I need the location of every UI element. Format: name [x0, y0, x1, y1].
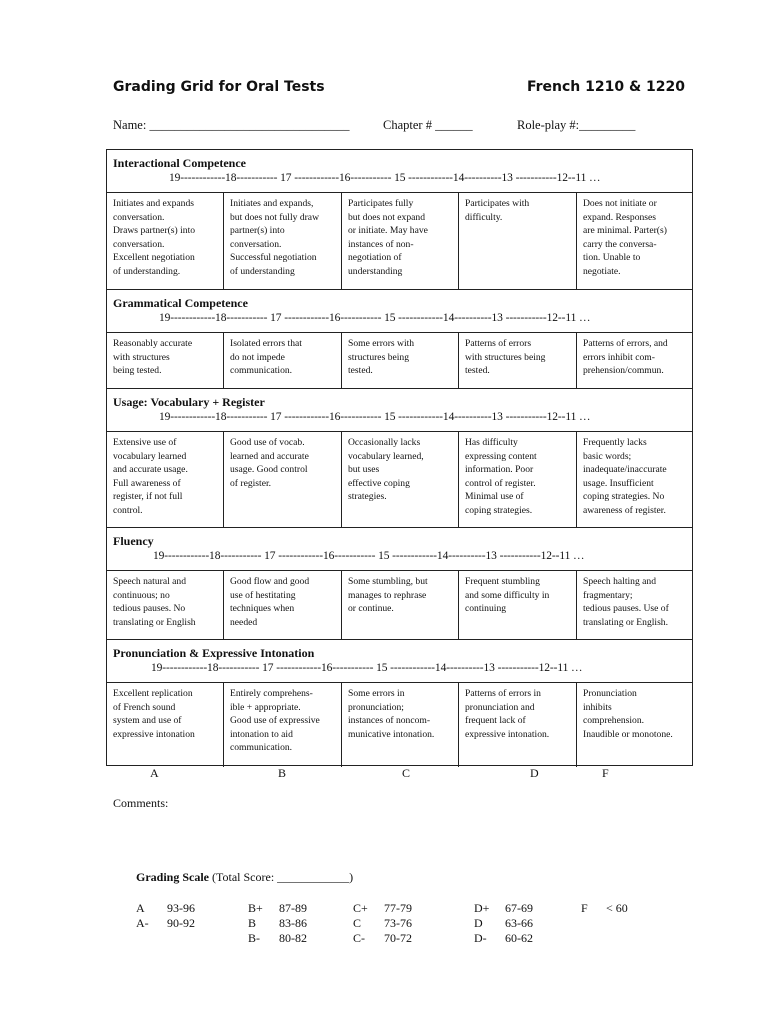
descriptor-line: Some errors in — [348, 688, 405, 699]
grade-letter: D — [530, 766, 539, 780]
descriptor-cell — [459, 432, 577, 527]
descriptor-line: continuing — [465, 603, 507, 615]
descriptor-line: inhibits — [583, 701, 612, 713]
course-title: French 1210 & 1220 — [526, 79, 685, 95]
grade-label: D — [474, 916, 483, 930]
descriptor-cell — [577, 571, 694, 639]
grade-label: D+ — [474, 901, 490, 915]
descriptor-row — [107, 192, 692, 289]
descriptor-line: ible + appropriate. — [230, 701, 301, 713]
descriptor-line: errors inhibit com- — [583, 351, 655, 363]
descriptor-line: conversation. — [113, 238, 165, 250]
descriptor-line: Extensive use of — [113, 437, 177, 448]
descriptor-line: Entirely comprehens- — [230, 688, 313, 699]
descriptor-line: instances of noncom- — [348, 715, 431, 727]
grade-letter: F — [602, 766, 609, 780]
grade-label: C- — [353, 931, 365, 945]
grade-label: C — [353, 916, 362, 930]
grading-grid — [106, 149, 693, 766]
descriptor-line: tedious pauses. Use of — [583, 603, 669, 615]
descriptor-line: instances of non- — [348, 238, 414, 250]
descriptor-line: Good use of expressive — [230, 715, 320, 727]
grid-section — [107, 640, 692, 767]
descriptor-cell — [107, 571, 224, 639]
grade-range: 60-62 — [505, 931, 533, 945]
grade-range: 73-76 — [384, 916, 412, 930]
descriptor-line: Has difficulty — [465, 437, 518, 448]
descriptor-line: Initiates and expands, — [230, 198, 314, 209]
descriptor-line: coping strategies. No — [583, 491, 665, 503]
descriptor-line: Pronunciation — [583, 688, 637, 699]
descriptor-line: basic words; — [583, 450, 632, 462]
descriptor-line: Participates fully — [348, 198, 414, 209]
descriptor-line: expressive intonation. — [465, 728, 550, 740]
descriptor-line: structures being — [348, 351, 410, 363]
descriptor-line: Good flow and good — [230, 576, 310, 587]
descriptor-line: municative intonation. — [348, 728, 435, 740]
descriptor-line: do not impede — [230, 351, 285, 363]
descriptor-line: and some difficulty in — [465, 589, 550, 601]
grade-range: 63-66 — [505, 916, 533, 930]
name-field: Name: ________________________________ — [113, 118, 350, 132]
descriptor-cell — [577, 683, 694, 767]
grade-range: 77-79 — [384, 901, 412, 915]
descriptor-line: pronunciation; — [348, 701, 404, 713]
score-scale: 19------------18----------- 17 ------------16----------- 15 ------------14----------13 -----------12--11 … — [153, 550, 585, 562]
descriptor-line: frequent lack of — [465, 715, 526, 727]
header — [113, 79, 685, 99]
descriptor-line: Patterns of errors — [465, 338, 532, 349]
descriptor-line: or initiate. May have — [348, 225, 428, 237]
descriptor-line: of French sound — [113, 701, 176, 713]
descriptor-line: manages to rephrase — [348, 589, 427, 601]
descriptor-line: negotiate. — [583, 265, 621, 277]
grade-label: A- — [136, 916, 149, 930]
descriptor-cell — [577, 193, 694, 289]
descriptor-line: expand. Responses — [583, 211, 657, 223]
descriptor-line: Frequently lacks — [583, 437, 647, 448]
descriptor-line: comprehension. — [583, 715, 645, 727]
descriptor-cell — [459, 193, 577, 289]
descriptor-line: Minimal use of — [465, 491, 524, 503]
descriptor-line: Reasonably accurate — [113, 338, 193, 349]
descriptor-line: use of hestitating — [230, 589, 296, 601]
grade-range: 80-82 — [279, 931, 307, 945]
descriptor-line: Frequent stumbling — [465, 576, 540, 587]
descriptor-line: learned and accurate — [230, 450, 309, 462]
descriptor-line: but does not expand — [348, 211, 426, 223]
descriptor-line: techniques when — [230, 603, 295, 615]
grade-range: < 60 — [606, 901, 628, 915]
descriptor-line: Full awareness of — [113, 477, 181, 489]
chapter-field: Chapter # ______ — [383, 118, 473, 132]
section-title: Interactional Competence — [113, 156, 246, 170]
descriptor-row — [107, 682, 692, 767]
descriptor-cell — [342, 571, 459, 639]
descriptor-line: Excellent negotiation — [113, 252, 195, 264]
descriptor-line: continuous; no — [113, 589, 170, 601]
descriptor-cell — [342, 432, 459, 527]
grid-section — [107, 290, 692, 389]
descriptor-cell — [107, 683, 224, 767]
descriptor-line: Excellent replication — [113, 688, 193, 699]
descriptor-line: Occasionally lacks — [348, 437, 421, 448]
grade-label: B- — [248, 931, 260, 945]
descriptor-line: communication. — [230, 365, 293, 377]
score-scale: 19------------18----------- 17 ------------16----------- 15 ------------14----------13 -----------12--11 … — [169, 172, 601, 184]
descriptor-line: Patterns of errors, and — [583, 338, 668, 349]
section-title: Fluency — [113, 534, 154, 548]
grade-label: C+ — [353, 901, 368, 915]
grade-range: 70-72 — [384, 931, 412, 945]
comments-label: Comments: — [113, 796, 169, 810]
descriptor-line: control of register. — [465, 477, 536, 489]
grade-letters-row — [106, 766, 693, 782]
descriptor-line: information. Poor — [465, 464, 534, 476]
descriptor-line: communication. — [230, 742, 293, 754]
descriptor-line: usage. Insufficient — [583, 477, 654, 489]
descriptor-line: vocabulary learned — [113, 450, 187, 462]
grading-scale-title — [136, 870, 353, 885]
descriptor-cell — [107, 333, 224, 388]
descriptor-line: with structures — [113, 351, 170, 363]
descriptor-line: but uses — [348, 464, 380, 476]
descriptor-line: strategies. — [348, 491, 387, 503]
grade-letter: C — [402, 766, 411, 780]
grid-section — [107, 150, 692, 290]
descriptor-line: negotiation of — [348, 252, 402, 264]
descriptor-line: fragmentary; — [583, 589, 633, 601]
descriptor-line: tedious pauses. No — [113, 603, 186, 615]
grade-label: B+ — [248, 901, 263, 915]
grade-range: 83-86 — [279, 916, 307, 930]
descriptor-line: intonation to aid — [230, 728, 293, 740]
descriptor-cell — [107, 432, 224, 527]
descriptor-line: Does not initiate or — [583, 198, 657, 209]
descriptor-line: or continue. — [348, 603, 394, 615]
descriptor-cell — [459, 571, 577, 639]
descriptor-line: conversation. — [230, 238, 282, 250]
grade-range: 93-96 — [167, 901, 195, 915]
grade-range: 87-89 — [279, 901, 307, 915]
descriptor-cell — [577, 432, 694, 527]
grid-section — [107, 389, 692, 528]
score-scale: 19------------18----------- 17 ------------16----------- 15 ------------14----------13 -----------12--11 … — [159, 411, 591, 423]
section-title: Usage: Vocabulary + Register — [113, 395, 265, 409]
grade-range: 67-69 — [505, 901, 533, 915]
descriptor-line: Good use of vocab. — [230, 437, 305, 448]
descriptor-cell — [224, 571, 342, 639]
grade-range: 90-92 — [167, 916, 195, 930]
descriptor-row — [107, 431, 692, 527]
descriptor-line: carry the conversa- — [583, 238, 657, 250]
score-scale: 19------------18----------- 17 ------------16----------- 15 ------------14----------13 -----------12--11 … — [159, 312, 591, 324]
descriptor-line: Speech halting and — [583, 576, 656, 587]
total-score-field: (Total Score: ____________) — [212, 870, 354, 884]
descriptor-line: needed — [230, 616, 258, 628]
descriptor-line: are minimal. Parter(s) — [583, 225, 667, 237]
descriptor-line: Some errors with — [348, 338, 415, 349]
grade-label: F — [581, 901, 588, 915]
descriptor-row — [107, 332, 692, 388]
descriptor-cell — [224, 193, 342, 289]
grade-label: A — [136, 901, 145, 915]
grade-letter: A — [150, 766, 159, 780]
descriptor-line: Speech natural and — [113, 576, 186, 587]
descriptor-line: but does not fully draw — [230, 211, 319, 223]
descriptor-line: partner(s) into — [230, 225, 285, 237]
descriptor-line: awareness of register. — [583, 504, 666, 516]
descriptor-line: conversation. — [113, 211, 165, 223]
descriptor-line: Isolated errors that — [230, 338, 302, 349]
descriptor-line: translating or English. — [583, 616, 668, 628]
descriptor-line: tested. — [348, 365, 373, 377]
descriptor-line: register, if not full — [113, 491, 183, 503]
descriptor-line: being tested. — [113, 365, 162, 377]
descriptor-line: Some stumbling, but — [348, 576, 428, 587]
section-title: Grammatical Competence — [113, 296, 248, 310]
descriptor-line: control. — [113, 504, 143, 516]
descriptor-cell — [577, 333, 694, 388]
descriptor-line: effective coping — [348, 477, 410, 489]
section-title: Pronunciation & Expressive Intonation — [113, 646, 315, 660]
descriptor-line: tested. — [465, 365, 490, 377]
descriptor-line: pronunciation and — [465, 701, 535, 713]
descriptor-cell — [342, 683, 459, 767]
grade-label: B — [248, 916, 257, 930]
descriptor-line: Inaudible or monotone. — [583, 728, 673, 740]
descriptor-line: with structures being — [465, 351, 546, 363]
score-scale: 19------------18----------- 17 ------------16----------- 15 ------------14----------13 -----------12--11 … — [151, 662, 583, 674]
descriptor-line: usage. Good control — [230, 464, 308, 476]
descriptor-line: of understanding — [230, 265, 295, 277]
descriptor-line: tion. Unable to — [583, 252, 641, 264]
descriptor-line: prehension/commun. — [583, 365, 664, 377]
descriptor-cell — [224, 683, 342, 767]
descriptor-line: expressing content — [465, 450, 537, 462]
descriptor-line: system and use of — [113, 715, 182, 727]
page-title: Grading Grid for Oral Tests — [113, 79, 325, 95]
descriptor-line: of register. — [230, 477, 272, 489]
descriptor-line: understanding — [348, 265, 403, 277]
descriptor-row — [107, 570, 692, 639]
descriptor-line: Patterns of errors in — [465, 688, 541, 699]
descriptor-line: Initiates and expands — [113, 198, 194, 209]
descriptor-line: Participates with — [465, 198, 530, 209]
descriptor-line: inadequate/inaccurate — [583, 464, 667, 476]
descriptor-cell — [342, 193, 459, 289]
descriptor-line: difficulty. — [465, 211, 503, 223]
roleplay-field: Role-play #:_________ — [517, 118, 636, 132]
descriptor-line: vocabulary learned, — [348, 450, 424, 462]
descriptor-line: expressive intonation — [113, 728, 195, 740]
grid-section — [107, 528, 692, 640]
descriptor-cell — [459, 683, 577, 767]
grade-label: D- — [474, 931, 487, 945]
descriptor-line: of understanding. — [113, 265, 181, 277]
descriptor-line: Draws partner(s) into — [113, 225, 196, 237]
descriptor-cell — [342, 333, 459, 388]
grade-letter: B — [278, 766, 287, 780]
descriptor-cell — [224, 432, 342, 527]
descriptor-line: and accurate usage. — [113, 464, 188, 476]
descriptor-line: coping strategies. — [465, 504, 533, 516]
descriptor-cell — [224, 333, 342, 388]
descriptor-cell — [459, 333, 577, 388]
descriptor-line: translating or English — [113, 616, 196, 628]
grading-scale-heading: Grading Scale — [136, 870, 210, 884]
descriptor-cell — [107, 193, 224, 289]
descriptor-line: Successful negotiation — [230, 252, 317, 264]
student-info — [113, 118, 693, 136]
